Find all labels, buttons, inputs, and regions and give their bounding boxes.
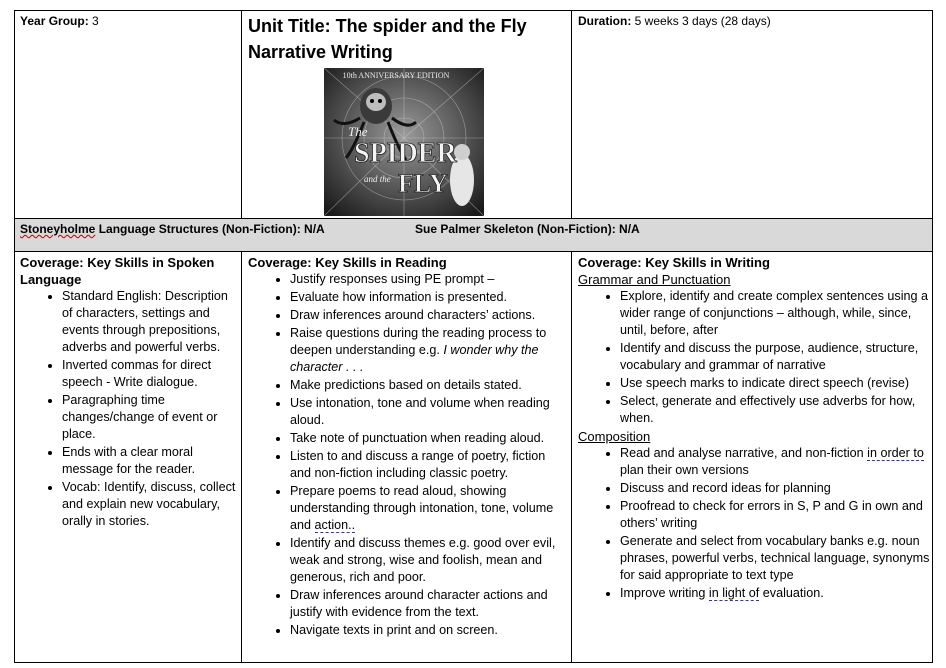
list-item: • Standard English: Description of characters, settings and events through prepositions, adverbs and powerful verbs. bbox=[62, 288, 238, 356]
reading-list bbox=[248, 271, 568, 639]
list-item: • Take note of punctuation when reading aloud. bbox=[290, 430, 568, 447]
list-item: • Listen to and discuss a range of poetry, fiction and non-fiction including classic poetry. bbox=[290, 448, 568, 482]
grammar-heading: Grammar and Punctuation bbox=[578, 272, 731, 287]
list-item: • Use speech marks to indicate direct speech (revise) bbox=[620, 375, 930, 392]
list-item: • Identify and discuss the purpose, audience, structure, vocabulary and grammar of narrative bbox=[620, 340, 930, 374]
list-item: • Justify responses using PE prompt – bbox=[290, 271, 568, 288]
list-item: • Identify and discuss themes e.g. good over evil, weak and strong, wise and foolish, mean and generous, rich and poor. bbox=[290, 535, 568, 586]
list-item: • Draw inferences around characters’ actions. bbox=[290, 307, 568, 324]
list-item: • Prepare poems to read aloud, showing understanding through intonation, tone, volume and action.. bbox=[290, 483, 568, 534]
list-item: • Navigate texts in print and on screen. bbox=[290, 622, 568, 639]
duration: Duration: 5 weeks 3 days (28 days) bbox=[578, 14, 771, 28]
unit-subtitle: Narrative Writing bbox=[248, 42, 393, 62]
spoken-heading-cont: Language bbox=[20, 272, 82, 287]
list-item: • Explore, identify and create complex sentences using a wider range of conjunctions – although, while, since, until, before, after bbox=[620, 288, 930, 339]
col-divider-1b bbox=[241, 251, 242, 663]
list-item: • Vocab: Identify, discuss, collect and explain new vocabulary, orally in stories. bbox=[62, 479, 238, 530]
list-item: • Evaluate how information is presented. bbox=[290, 289, 568, 306]
col-divider-1a bbox=[241, 10, 242, 219]
year-group: Year Group: 3 bbox=[20, 14, 99, 28]
stoneyholme-structures: Stoneyholme Language Structures (Non-Fiction): N/A bbox=[20, 222, 325, 236]
row-divider-2 bbox=[14, 251, 933, 252]
composition-list bbox=[578, 445, 930, 602]
unit-title: Unit Title: The spider and the Fly bbox=[248, 16, 527, 36]
cover-title-the: The bbox=[348, 124, 368, 139]
list-item: • Make predictions based on details stated. bbox=[290, 377, 568, 394]
spoken-language-cell bbox=[20, 254, 238, 531]
list-item: • Discuss and record ideas for planning bbox=[620, 480, 930, 497]
reading-heading: Coverage: Key Skills in Reading bbox=[248, 255, 447, 270]
list-item: • Ends with a clear moral message for the reader. bbox=[62, 444, 238, 478]
book-cover-image bbox=[324, 68, 484, 216]
spoken-heading: Coverage: Key Skills in Spoken bbox=[20, 255, 215, 270]
list-item: • Generate and select from vocabulary banks e.g. noun phrases, powerful verbs, technical language, synonyms for said appropriate to text type bbox=[620, 533, 930, 584]
writing-heading: Coverage: Key Skills in Writing bbox=[578, 255, 770, 270]
col-divider-2a bbox=[571, 10, 572, 219]
list-item: • Proofread to check for errors in S, P and G in own and others’ writing bbox=[620, 498, 930, 532]
writing-cell bbox=[578, 254, 930, 603]
list-item: • Raise questions during the reading process to deepen understanding e.g. I wonder why the character . . . bbox=[290, 325, 568, 376]
composition-heading: Composition bbox=[578, 429, 651, 444]
table-border-left bbox=[14, 10, 15, 663]
grammar-list bbox=[578, 288, 930, 427]
list-item: • Improve writing in light of evaluation. bbox=[620, 585, 930, 602]
cover-title-fly: FLY bbox=[398, 169, 448, 198]
cover-edition-text: 10th ANNIVERSARY EDITION bbox=[342, 71, 450, 80]
col-divider-2b bbox=[571, 251, 572, 663]
list-item: • Paragraphing time changes/change of event or place. bbox=[62, 392, 238, 443]
unit-title-cell bbox=[248, 13, 568, 65]
cover-title-and: and the bbox=[364, 174, 391, 184]
sue-palmer-skeleton: Sue Palmer Skeleton (Non-Fiction): N/A bbox=[415, 222, 640, 236]
list-item: • Read and analyse narrative, and non-fiction in order to plan their own versions bbox=[620, 445, 930, 479]
list-item: • Use intonation, tone and volume when reading aloud. bbox=[290, 395, 568, 429]
cover-title-spider: SPIDER bbox=[354, 138, 457, 169]
list-item: • Draw inferences around character actions and justify with evidence from the text. bbox=[290, 587, 568, 621]
table-border-top bbox=[14, 10, 933, 11]
table-border-bottom bbox=[14, 662, 933, 663]
spoken-list bbox=[20, 288, 238, 530]
reading-cell bbox=[248, 254, 568, 640]
table-border-right bbox=[932, 10, 933, 663]
list-item: • Select, generate and effectively use adverbs for how, when. bbox=[620, 393, 930, 427]
list-item: • Inverted commas for direct speech - Write dialogue. bbox=[62, 357, 238, 391]
